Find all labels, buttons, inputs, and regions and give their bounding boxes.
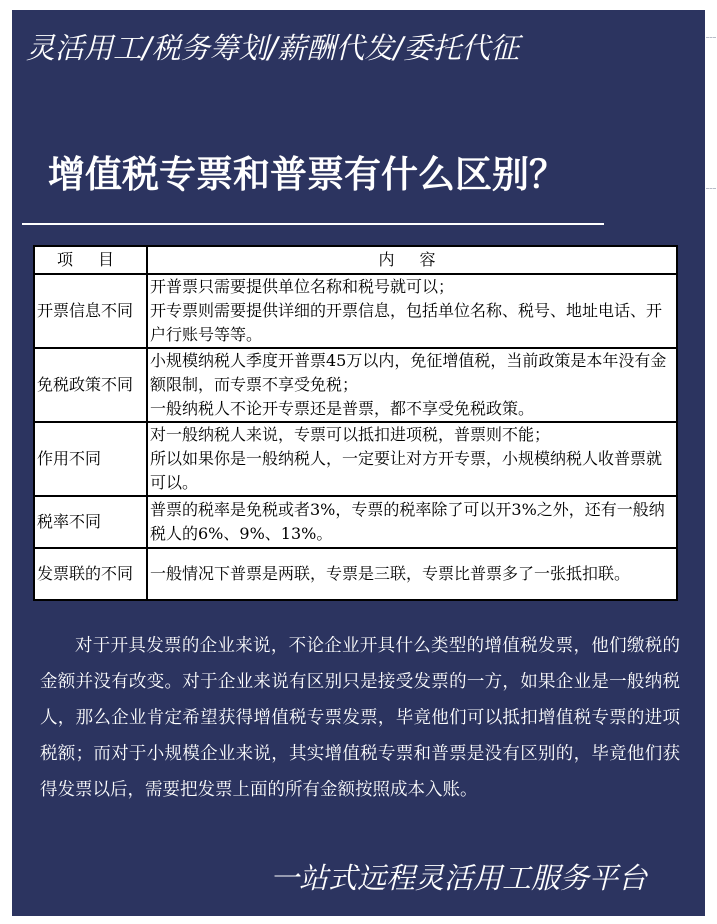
poster	[12, 10, 705, 916]
dashed-mark-right-mid	[706, 188, 716, 190]
row-content-line: 开专票则需要提供详细的开票信息，包括单位名称、税号、地址电话、开户行账号等等。	[150, 301, 663, 344]
row-content	[147, 422, 677, 496]
table-row	[34, 274, 677, 348]
table-row	[34, 348, 677, 422]
row-content-line: 一般纳税人不论开专票还是普票，都不享受免税政策。	[150, 399, 535, 418]
row-item-label: 税率不同	[34, 496, 147, 548]
header-content: 内 容	[147, 246, 677, 274]
table-row	[34, 422, 677, 496]
summary-paragraph: 对于开具发票的企业来说，不论企业开具什么类型的增值税发票，他们缴税的金额并没有改变。对于企业来说有区别只是接受发票的一方，如果企业是一般纳税人，那么企业肯定希望获得增值税专票发票，毕竟他们可以抵扣增值税专票的进项税额；而对于小规模企业来说，其实增值税专票和普票是没有区别的，毕竟他们获得发票以后，需要把发票上面的所有金额按照成本入账。	[40, 636, 680, 800]
dashed-mark-right-top	[706, 37, 716, 39]
table-row	[34, 548, 677, 600]
row-content-line: 所以如果你是一般纳税人，一定要让对方开专票，小规模纳税人收普票就可以。	[150, 449, 663, 492]
row-content-line: 一般情况下普票是两联，专票是三联，专票比普票多了一张抵扣联。	[150, 564, 631, 583]
row-item-label: 发票联的不同	[34, 548, 147, 600]
table-row	[34, 496, 677, 548]
row-content	[147, 496, 677, 548]
top-slogan: 灵活用工/税务筹划/薪酬代发/委托代征	[26, 31, 520, 65]
comparison-table	[33, 245, 678, 601]
page-title: 增值税专票和普票有什么区别？	[48, 153, 566, 196]
row-item-label: 作用不同	[34, 422, 147, 496]
bottom-slogan: 一站式远程灵活用工服务平台	[270, 861, 648, 895]
row-content	[147, 548, 677, 600]
table-header-row	[34, 246, 677, 274]
row-content-line: 对一般纳税人来说，专票可以抵扣进项税，普票则不能；	[150, 425, 551, 444]
header-item: 项 目	[34, 246, 147, 274]
row-content-line: 普票的税率是免税或者3%，专票的税率除了可以开3%之外，还有一般纳税人的6%、9%、13%。	[150, 500, 665, 543]
row-item-label: 免税政策不同	[34, 348, 147, 422]
row-content-line: 开普票只需要提供单位名称和税号就可以；	[150, 277, 455, 296]
row-content-line: 小规模纳税人季度开普票45万以内，免征增值税，当前政策是本年没有金额限制，而专票不享受免税；	[150, 351, 667, 394]
title-divider	[22, 223, 604, 225]
row-content	[147, 348, 677, 422]
row-content	[147, 274, 677, 348]
row-item-label: 开票信息不同	[34, 274, 147, 348]
